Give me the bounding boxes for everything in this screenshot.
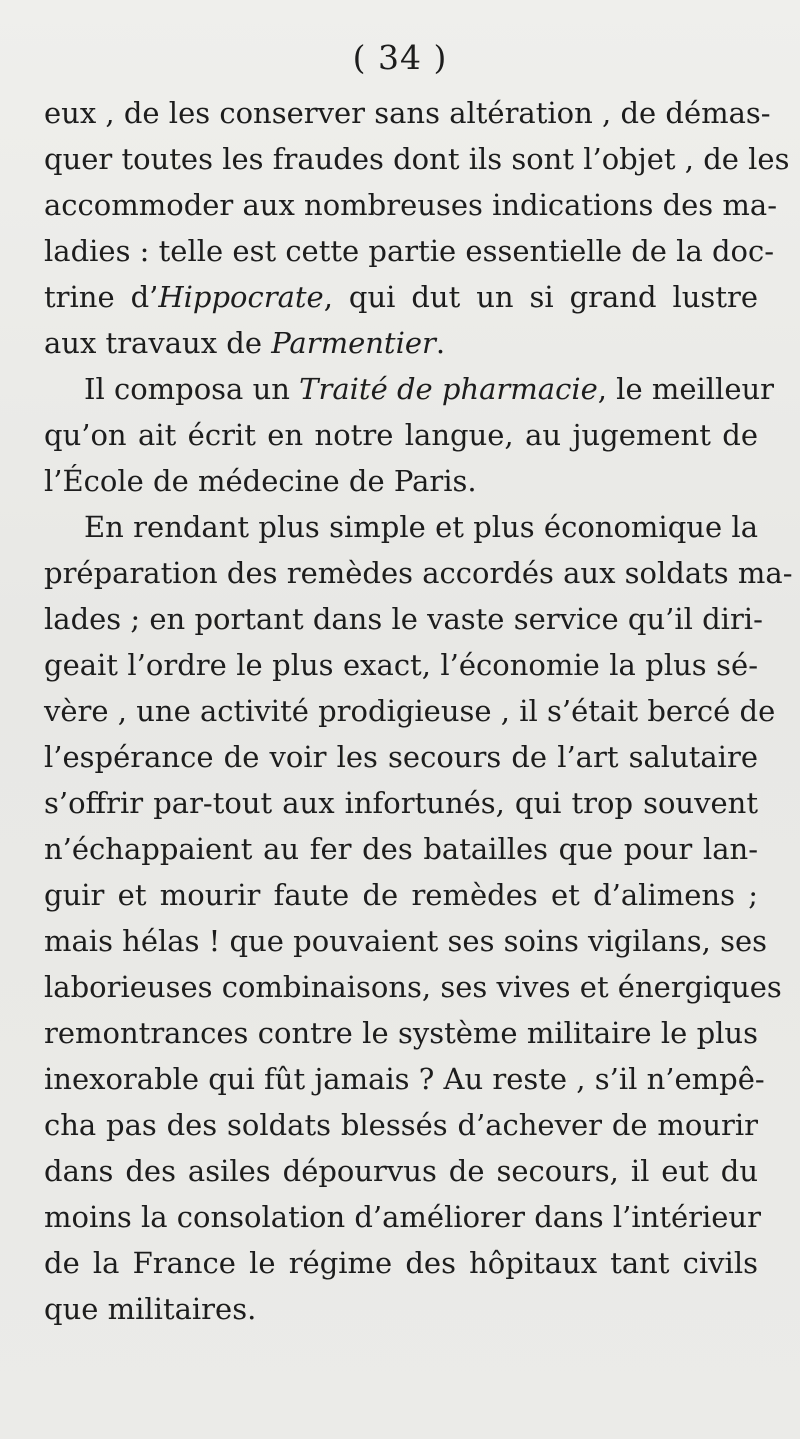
text-line: En rendant plus simple et plus économique la: [84, 510, 758, 544]
text-line: accommoder aux nombreuses indications des ma-: [44, 188, 777, 222]
text-line: inexorable qui fût jamais ? Au reste , s’il n’empê-: [44, 1062, 765, 1096]
text-run: trine d’: [44, 280, 159, 314]
text-line: quer toutes les fraudes dont ils sont l’objet , de les: [44, 142, 790, 176]
text-line: geait l’ordre le plus exact, l’économie la plus sé-: [44, 648, 758, 682]
text-line: guir et mourir faute de remèdes et d’alimens ;: [44, 878, 758, 912]
text-line: vère , une activité prodigieuse , il s’était bercé de: [44, 694, 776, 728]
text-line: eux , de les conserver sans altération , de démas-: [44, 96, 771, 130]
text-line: moins la consolation d’améliorer dans l’intérieur: [44, 1200, 761, 1234]
body-text: [44, 90, 793, 1332]
text-line: qu’on ait écrit en notre langue, au jugement de: [44, 418, 758, 452]
text-line: lades ; en portant dans le vaste service qu’il diri-: [44, 602, 763, 636]
text-line: laborieuses combinaisons, ses vives et énergiques: [44, 970, 782, 1004]
text-line: mais hélas ! que pouvaient ses soins vigilans, ses: [44, 924, 768, 958]
text-line: préparation des remèdes accordés aux soldats ma-: [44, 556, 793, 590]
page-number: ( 34 ): [352, 38, 448, 77]
text-run: Il composa un: [84, 372, 300, 406]
text-line: cha pas des soldats blessés d’achever de mourir: [44, 1108, 758, 1142]
text-line: l’École de médecine de Paris.: [44, 464, 477, 498]
text-line: dans des asiles dépourvus de secours, il eut du: [44, 1154, 758, 1188]
text-line: remontrances contre le système militaire le plus: [44, 1016, 758, 1050]
text-run: .: [435, 326, 446, 360]
text-line: s’offrir par-tout aux infortunés, qui trop souvent: [44, 786, 758, 820]
text-line: ladies : telle est cette partie essentielle de la doc-: [44, 234, 775, 268]
italic-book-title: Traité de pharmacie: [299, 372, 598, 406]
text-run: aux travaux de: [44, 326, 272, 360]
text-line: que militaires.: [44, 1292, 257, 1326]
text-line: [44, 274, 758, 320]
italic-name-hippocrate: Hippocrate: [158, 280, 324, 314]
text-line: n’échappaient au fer des batailles que pour lan-: [44, 832, 758, 866]
text-run: , le meilleur: [597, 372, 775, 406]
text-line: de la France le régime des hôpitaux tant civils: [44, 1246, 758, 1280]
text-line: [44, 320, 758, 366]
text-run: , qui dut un si grand lustre: [323, 280, 758, 314]
text-line: l’espérance de voir les secours de l’art salutaire: [44, 740, 758, 774]
italic-name-parmentier: Parmentier: [271, 326, 436, 360]
text-line: [44, 366, 775, 412]
